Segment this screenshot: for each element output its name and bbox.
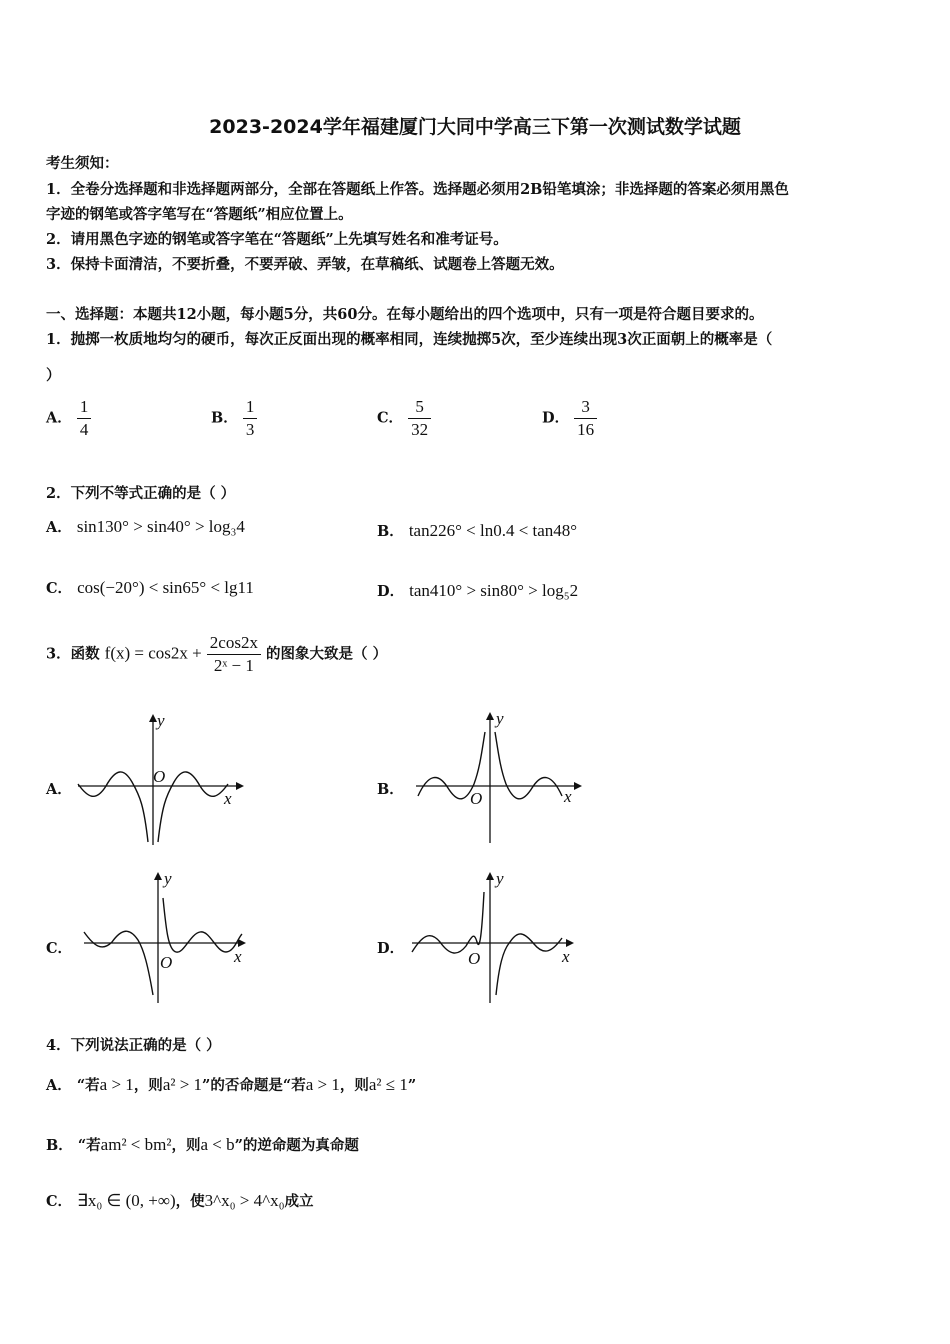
fraction: $\frac{5}{32}$ [408,396,431,441]
option-text: ” [407,1077,417,1094]
option-text: “若 [76,1077,100,1094]
fraction: $\frac{1}{3}$ [243,396,258,441]
option-text: ，使 [175,1193,205,1210]
option-label: A． [46,1077,72,1094]
q3-option-b[interactable]: B． [377,781,404,798]
y-label: y [157,711,165,730]
math-expression: a < b [200,1135,235,1154]
q4-stem: 4．下列说法正确的是（ ） [46,1037,221,1054]
y-arrow [486,712,494,720]
option-label: B． [211,409,238,427]
origin-label: O [468,949,481,968]
math-expression: a² ≤ 1 [368,1075,408,1094]
math-expression: am² < bm² [100,1135,172,1154]
math-expression: a > 1 [99,1075,134,1094]
notice-item: 2．请用黑色字迹的钢笔或答字笔在“答题纸”上先填写姓名和准考证号。 [46,231,508,248]
y-arrow [149,714,157,722]
math-expression: tan226° < ln0.4 < tan48° [408,521,578,540]
q3-option-d[interactable]: D． [377,940,405,957]
fraction: $\frac{1}{4}$ [77,396,92,441]
q1-option-c[interactable] [377,396,431,441]
q3-suffix: 的图象大致是（ ） [266,645,388,663]
option-text: ，则 [133,1077,163,1094]
q1-option-b[interactable] [211,396,257,441]
option-label: D． [542,409,570,427]
y-label: y [496,709,504,728]
math-expression: cos(−20°) < sin65° < lg11 [77,578,254,597]
x-label: x [234,947,242,966]
q2-stem: 2．下列不等式正确的是（ ） [46,485,236,502]
x-label: x [224,789,232,808]
y-label: y [164,869,172,888]
option-label: A． [46,519,72,536]
fraction: $\frac{3}{16}$ [574,396,597,441]
graph-c-svg [80,870,250,1005]
notice-heading: 考生须知： [46,155,119,172]
notice-item: 1．全卷分选择题和非选择题两部分，全部在答题纸上作答。选择题必须用2B铅笔填涂；非选择题的答案必须用黑色 [46,181,789,198]
option-text: ，则 [339,1077,369,1094]
q1-stem: 1．抛掷一枚质地均匀的硬币，每次正反面出现的概率相同，连续抛掷5次，至少连续出现3次正面朝上的概率是（ [46,331,773,348]
option-text: ”的否命题是“若 [202,1077,306,1094]
x-arrow [574,782,582,790]
option-text: 成立 [284,1193,314,1210]
math-expression: f(x) = cos2x + [104,643,202,663]
x-label: x [564,787,572,806]
q2-option-c[interactable] [46,577,254,598]
q2-option-b[interactable] [377,520,577,541]
origin-label: O [160,953,173,972]
graph-b[interactable] [412,710,582,849]
option-label: C． [46,580,73,597]
curve-c [84,898,242,995]
math-expression: a² > 1 [162,1075,203,1094]
graph-a-svg [74,712,244,847]
graph-d-svg [408,870,578,1005]
y-label: y [496,869,504,888]
origin-label: O [153,767,166,786]
x-arrow [566,939,574,947]
option-label: B． [377,523,404,540]
x-arrow [238,939,246,947]
q1-stem-end: ） [46,367,61,384]
math-expression: ∃x₀ ∈ (0, +∞) [77,1191,176,1210]
section-heading: 一、选择题：本题共12小题，每小题5分，共60分。在每小题给出的四个选项中，只有一项是符合题目要求的。 [46,306,764,323]
option-text: “若 [77,1137,101,1154]
notice-item: 3．保持卡面清洁，不要折叠，不要弄破、弄皱，在草稿纸、试题卷上答题无效。 [46,256,564,273]
q4-option-c[interactable] [46,1190,314,1211]
q3-option-a[interactable]: A． [46,781,72,798]
option-label: C． [377,409,404,427]
q2-option-a[interactable] [46,516,245,537]
q1-option-a[interactable] [46,396,91,441]
x-label: x [562,947,570,966]
math-expression: 3^x₀ > 4^x₀ [204,1191,285,1210]
option-label: A． [46,409,72,427]
q1-option-d[interactable] [542,396,597,441]
page-title: 2023-2024学年福建厦门大同中学高三下第一次测试数学试题 [209,116,741,138]
option-label: C． [46,1193,73,1210]
x-arrow [236,782,244,790]
q2-option-d[interactable] [377,580,578,601]
math-expression: sin130° > sin40° > log₃4 [76,517,245,536]
option-text: ，则 [171,1137,201,1154]
option-label: D． [377,583,405,600]
q3-prefix: 3．函数 [46,645,100,663]
graph-a[interactable] [74,712,244,851]
q3-option-c[interactable]: C． [46,940,73,957]
notice-item: 字迹的钢笔或答字笔写在“答题纸”相应位置上。 [46,206,353,223]
graph-c[interactable] [80,870,250,1009]
math-expression: a > 1 [305,1075,340,1094]
fraction: $\frac{2\cos 2x}{\text{2ˣ − 1}}$ [207,632,261,677]
y-arrow [486,872,494,880]
origin-label: O [470,789,483,808]
graph-b-svg [412,710,582,845]
q4-option-a[interactable] [46,1074,416,1095]
q3-stem [46,632,387,677]
math-expression: tan410° > sin80° > log₅2 [409,581,579,600]
y-arrow [154,872,162,880]
option-text: ”的逆命题为真命题 [234,1137,359,1154]
q4-option-b[interactable] [46,1134,359,1155]
option-label: B． [46,1137,73,1154]
graph-d[interactable] [408,870,578,1009]
